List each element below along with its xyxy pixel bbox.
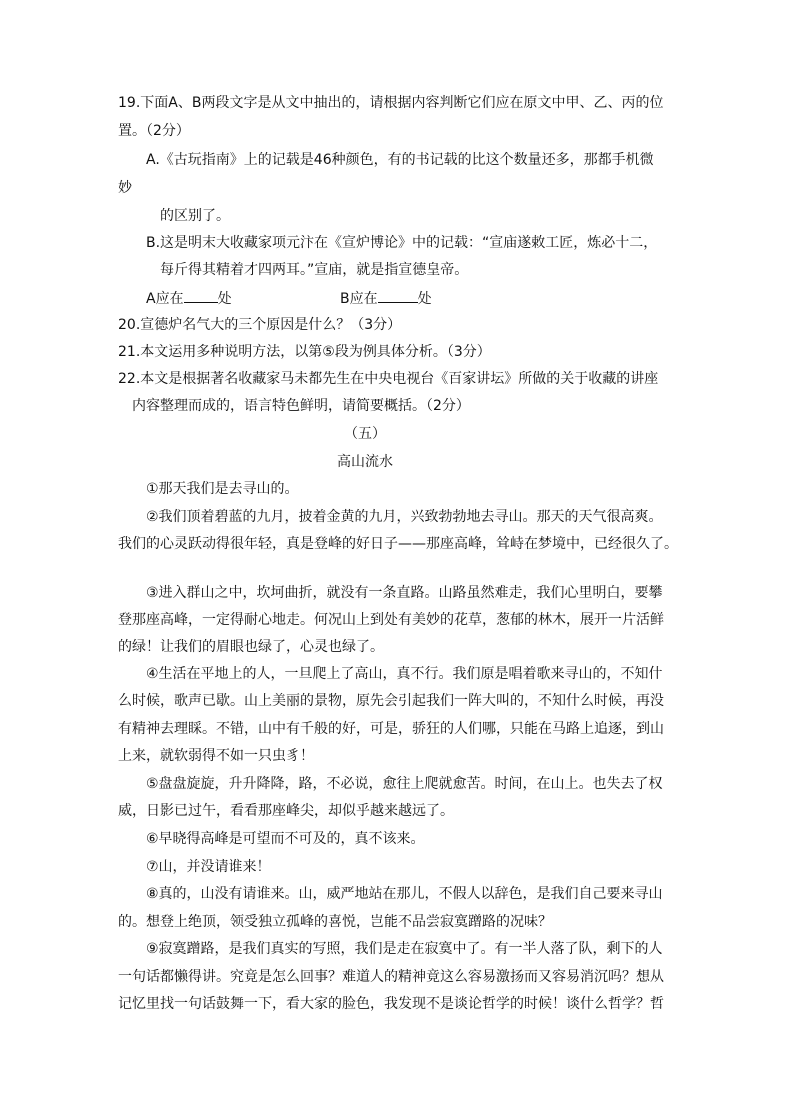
paragraph-3-line-2: 登那座高峰，一定得耐心地走。何况山上到处有美妙的花草，葱郁的林木，展开一片活鲜	[118, 612, 664, 628]
q19-option-a-line-2: 妙	[118, 180, 132, 196]
paragraph-5-line-1: ⑤盘盘旋旋，升升降降，路，不必说，愈往上爬就愈苦。时间，在山上。也失去了权	[146, 776, 663, 792]
q22-line-2: 内容整理而成的，语言特色鲜明，请简要概括。（2分）	[132, 398, 470, 414]
answer-b-suffix: 处	[417, 291, 432, 307]
q19-option-b-line-1: B.这是明末大收藏家项元汴在《宣炉博论》中的记载：“宣庙遂敕工匠，炼必十二，	[146, 235, 658, 251]
q19-answer-b	[340, 288, 432, 309]
q19-option-b-line-2: 每斤得其精着才四两耳。”宣庙，就是指宣德皇帝。	[160, 262, 469, 278]
q20-text: 20.宣德炉名气大的三个原因是什么？（3分）	[118, 317, 402, 333]
paragraph-4-line-4: 上来，就软弱得不如一只虫豸！	[118, 748, 314, 764]
section-title: 高山流水	[337, 454, 393, 470]
paragraph-4-line-3: 有精神去理睬。不错，山中有千般的好，可是，骄狂的人们哪，只能在马路上追逐，到山	[118, 721, 664, 737]
paragraph-9-line-2: 一句话都懒得讲。究竟是怎么回事？难道人的精神竟这么容易激扬而又容易消沉吗？想从	[118, 969, 664, 985]
q19-line-1: 19.下面A、B两段文字是从文中抽出的，请根据内容判断它们应在原文中甲、乙、丙的位	[118, 95, 664, 111]
paragraph-5-line-2: 威，日影已过午，看看那座峰尖，却似乎越来越远了。	[118, 803, 454, 819]
paragraph-2-line-1: ②我们顶着碧蓝的九月，披着金黄的九月，兴致勃勃地去寻山。那天的天气很高爽。	[146, 509, 663, 525]
q19-line-2: 置。（2分）	[118, 123, 190, 139]
paragraph-9-line-1: ⑨寂寞蹭路，是我们真实的写照，我们是走在寂寞中了。有一半人落了队，剩下的人	[146, 941, 663, 957]
paragraph-1: ①那天我们是去寻山的。	[146, 481, 299, 497]
answer-a-blank[interactable]	[184, 288, 218, 303]
paragraph-3-line-3: 的绿！让我们的眉眼也绿了，心灵也绿了。	[118, 639, 384, 655]
paragraph-3-line-1: ③进入群山之中，坎坷曲折，就没有一条直路。山路虽然难走，我们心里明白，要攀	[146, 585, 663, 601]
q19-answer-a	[146, 288, 232, 309]
answer-b-prefix: B应在	[340, 291, 378, 307]
q19-option-a-line-3: 的区别了。	[160, 208, 230, 224]
paragraph-6: ⑥早晓得高峰是可望而不可及的，真不该来。	[146, 831, 425, 847]
section-number: （五）	[344, 426, 386, 442]
q22-line-1: 22.本文是根据著名收藏家马未都先生在中央电视台《百家讲坛》所做的关于收藏的讲座	[118, 371, 659, 387]
answer-a-prefix: A应在	[146, 291, 184, 307]
paragraph-9-line-3: 记忆里找一句话鼓舞一下，看大家的脸色，我发现不是谈论哲学的时候！谈什么哲学？哲	[118, 996, 664, 1012]
paragraph-7: ⑦山，并没请谁来！	[146, 859, 271, 875]
paragraph-4-line-1: ④生活在平地上的人，一旦爬上了高山，真不行。我们原是唱着歌来寻山的，不知什	[146, 666, 663, 682]
q19-option-a-line-1: A.《古玩指南》上的记载是46种颜色，有的书记载的比这个数量还多，那都手机微	[146, 152, 654, 168]
paragraph-8-line-1: ⑧真的，山没有请谁来。山，威严地站在那儿，不假人以辞色，是我们自己要来寻山	[146, 886, 663, 902]
q21-text: 21.本文运用多种说明方法，以第⑤段为例具体分析。（3分）	[118, 344, 491, 360]
paragraph-2-line-2: 我们的心灵跃动得很年轻，真是登峰的好日子——那座高峰，耸峙在梦境中，已经很久了。	[118, 536, 678, 552]
answer-b-blank[interactable]	[378, 288, 418, 303]
paragraph-8-line-2: 的。想登上绝顶，领受独立孤峰的喜悦，岂能不品尝寂寞蹭路的况味？	[118, 914, 552, 930]
paragraph-4-line-2: 么时候，歌声已歇。山上美丽的景物，原先会引起我们一阵大叫的，不知什么时候，再没	[118, 693, 664, 709]
answer-a-suffix: 处	[217, 291, 232, 307]
